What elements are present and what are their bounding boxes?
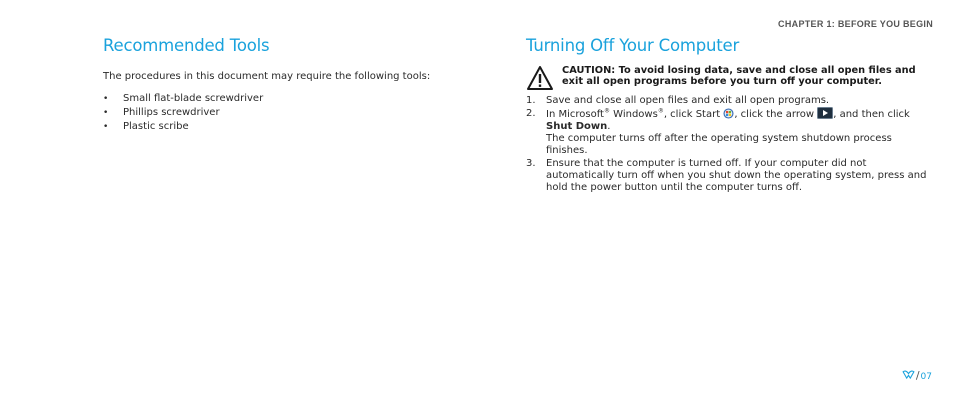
tools-list	[103, 92, 463, 134]
step-text: Save and close all open files and exit all open programs.	[546, 95, 830, 106]
step-text: , and then click	[833, 109, 910, 120]
list-item: • Phillips screwdriver	[103, 106, 463, 120]
turning-off-section	[526, 36, 934, 194]
turning-off-title: Turning Off Your Computer	[526, 36, 740, 55]
list-item: • Small flat-blade screwdriver	[103, 92, 463, 106]
list-item: • Plastic scribe	[103, 120, 463, 134]
alienware-logo-icon	[902, 370, 915, 379]
windows-start-icon	[723, 108, 734, 119]
caution-note	[526, 65, 934, 91]
step-number: 1.	[526, 95, 536, 106]
shut-down-label: Shut Down	[546, 121, 608, 132]
recommended-tools-title: Recommended Tools	[103, 36, 270, 55]
caution-text: CAUTION: To avoid losing data, save and close all open files and exit all open programs before you turn off your computer.	[562, 65, 916, 87]
tools-intro: The procedures in this document may require the following tools:	[103, 71, 431, 82]
step-text: .	[607, 121, 611, 132]
arrow-button-icon	[817, 107, 833, 119]
list-item	[526, 108, 934, 157]
step-text: , click the arrow	[734, 109, 818, 120]
registered-mark: ®	[603, 107, 610, 115]
registered-mark: ®	[657, 107, 664, 115]
recommended-tools-section	[103, 36, 463, 134]
step-text: Ensure that the computer is turned off. If your computer did not automatically turn off when you shut down the operating system, press and hold the power button until the computer turns off.	[546, 158, 927, 193]
list-item	[526, 158, 934, 194]
list-item	[526, 95, 934, 107]
page-separator: /	[915, 369, 920, 382]
warning-triangle-icon	[526, 65, 554, 91]
step-number: 2.	[526, 108, 536, 119]
step-number: 3.	[526, 158, 536, 169]
page-number: 07	[920, 372, 932, 382]
chapter-heading: CHAPTER 1: BEFORE YOU BEGIN	[778, 19, 933, 29]
step-subtext: The computer turns off after the operating system shutdown process finishes.	[546, 133, 892, 156]
shutdown-steps	[526, 95, 934, 194]
step-text: In Microsoft	[546, 109, 604, 120]
step-text: Windows	[609, 109, 658, 120]
step-text: , click Start	[663, 109, 724, 120]
page-footer	[902, 369, 932, 382]
